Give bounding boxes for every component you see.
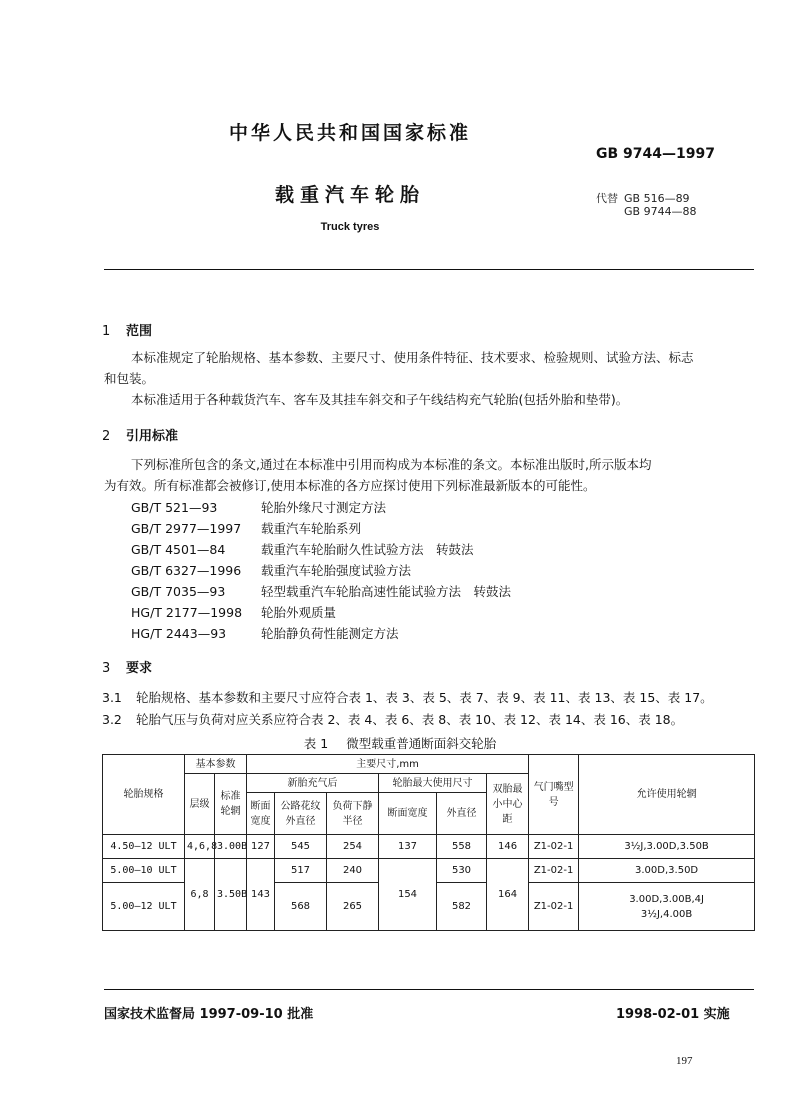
cell-ply: 6,8 (185, 859, 215, 931)
cell-dia: 545 (275, 835, 327, 859)
cell-radius: 254 (327, 835, 379, 859)
header-ply: 层级 (185, 774, 215, 835)
section-1-paragraph-1: 本标准规定了轮胎规格、基本参数、主要尺寸、使用条件特征、技术要求、检验规则、试验方法、标志 (131, 350, 694, 365)
section-1-paragraph-1-cont: 和包装。 (104, 371, 155, 386)
cell-valve: Z1-02-1 (529, 835, 579, 859)
header-spec: 轮胎规格 (103, 755, 185, 835)
cell-radius: 240 (327, 859, 379, 883)
header-basic: 基本参数 (185, 755, 247, 774)
reference-item (131, 624, 399, 642)
table-number: 表 1 (303, 736, 329, 751)
section-2-paragraph-1: 下列标准所包含的条文,通过在本标准中引用而构成为本标准的条文。本标准出版时,所示版本均 (131, 457, 652, 472)
allowed-rim-line: 3.00D,3.00B,4J (629, 893, 704, 905)
replaced-standard: GB 9744—88 (624, 205, 697, 218)
document-title: 载重汽车轮胎 (274, 184, 425, 206)
header-dual: 双胎最小中心距 (487, 774, 529, 835)
reference-code: HG/T 2443—93 (131, 626, 227, 641)
replaces-block (596, 192, 697, 218)
clause-text: 轮胎气压与负荷对应关系应符合表 2、表 4、表 6、表 8、表 10、表 12、表 14、表 16、表 18。 (136, 712, 684, 727)
reference-item (131, 561, 411, 579)
cell-ply: 4,6,8 (185, 835, 215, 859)
header-max-use: 轮胎最大使用尺寸 (379, 774, 487, 793)
cell-valve: Z1-02-1 (529, 859, 579, 883)
table-row (103, 835, 755, 859)
reference-title: 载重汽车轮胎耐久性试验方法 转鼓法 (261, 542, 474, 557)
standard-code: GB 9744—1997 (596, 146, 715, 162)
cell-allowed-rim (579, 883, 755, 931)
header-allowed-rim: 允许使用轮辋 (579, 755, 755, 835)
header-max-section-width: 断面宽度 (379, 793, 437, 835)
reference-title: 轮胎外观质量 (261, 605, 337, 620)
reference-code: HG/T 2177—1998 (131, 605, 243, 620)
reference-code: GB/T 6327—1996 (131, 563, 242, 578)
cell-rim: 3.00B (215, 835, 247, 859)
reference-code: GB/T 521—93 (131, 500, 218, 515)
header-max-outer-dia: 外直径 (437, 793, 487, 835)
reference-code: GB/T 4501—84 (131, 542, 226, 557)
clause-text: 轮胎规格、基本参数和主要尺寸应符合表 1、表 3、表 5、表 7、表 9、表 11、表 13、表 15、表 17。 (136, 690, 713, 705)
section-1-heading (102, 320, 152, 339)
header-static-radius: 负荷下静半径 (327, 793, 379, 835)
table-row (103, 859, 755, 883)
effective-date: 1998-02-01 实施 (616, 1007, 730, 1022)
section-2-heading (102, 425, 178, 444)
cell-dual: 164 (487, 859, 529, 931)
reference-code: GB/T 2977—1997 (131, 521, 242, 536)
cell-max-width: 154 (379, 859, 437, 931)
allowed-rim-line: 3½J,4.00B (640, 908, 693, 920)
cell-spec: 4.50—12 ULT (103, 835, 185, 859)
header-outer-dia-highway: 公路花纹外直径 (275, 793, 327, 835)
section-1-paragraph-2: 本标准适用于各种载货汽车、客车及其挂车斜交和子午线结构充气轮胎(包括外胎和垫带)。 (131, 392, 629, 407)
reference-item (131, 582, 511, 600)
reference-title: 载重汽车轮胎强度试验方法 (261, 563, 412, 578)
english-title: Truck tyres (320, 221, 380, 233)
cell-allowed-rim: 3½J,3.00D,3.50B (579, 835, 755, 859)
header-new-inflated: 新胎充气后 (247, 774, 379, 793)
cell-dia: 568 (275, 883, 327, 931)
table-title: 微型载重普通断面斜交轮胎 (346, 736, 497, 751)
cell-radius: 265 (327, 883, 379, 931)
requirement-item (102, 710, 683, 728)
section-title: 要求 (126, 661, 153, 676)
cell-dia: 517 (275, 859, 327, 883)
reference-title: 轻型载重汽车轮胎高速性能试验方法 转鼓法 (261, 584, 512, 599)
section-title: 引用标准 (126, 429, 179, 444)
section-number: 1 (102, 324, 111, 339)
cell-valve: Z1-02-1 (529, 883, 579, 931)
cell-rim: 3.50B (215, 859, 247, 931)
section-number: 2 (102, 429, 111, 444)
replaces-label: 代替 (596, 192, 618, 205)
header-std-rim: 标准轮辋 (215, 774, 247, 835)
reference-title: 载重汽车轮胎系列 (261, 521, 362, 536)
cell-max-dia: 530 (437, 859, 487, 883)
footer-rule (104, 989, 754, 990)
header-section-width: 断面宽度 (247, 793, 275, 835)
section-title: 范围 (126, 324, 153, 339)
reference-item (131, 540, 474, 558)
cell-dual: 146 (487, 835, 529, 859)
cell-allowed-rim: 3.00D,3.50D (579, 859, 755, 883)
reference-item (131, 603, 336, 621)
standard-title: 中华人民共和国国家标准 (228, 122, 471, 144)
clause-number: 3.2 (102, 712, 122, 727)
section-number: 3 (102, 661, 111, 676)
reference-item (131, 498, 386, 516)
cell-max-dia: 558 (437, 835, 487, 859)
reference-code: GB/T 7035—93 (131, 584, 226, 599)
header-main-dims: 主要尺寸,mm (247, 755, 529, 774)
cell-max-width: 137 (379, 835, 437, 859)
table-caption (0, 734, 800, 752)
requirement-item (102, 688, 713, 706)
header-valve: 气门嘴型号 (529, 755, 579, 835)
reference-title: 轮胎外缘尺寸测定方法 (261, 500, 387, 515)
section-3-heading (102, 657, 152, 676)
approval-info: 国家技术监督局 1997-09-10 批准 (104, 1007, 314, 1022)
cell-max-dia: 582 (437, 883, 487, 931)
cell-spec: 5.00—10 ULT (103, 859, 185, 883)
clause-number: 3.1 (102, 690, 122, 705)
cell-width: 127 (247, 835, 275, 859)
header-rule (104, 269, 754, 270)
section-2-paragraph-1-cont: 为有效。所有标准都会被修订,使用本标准的各方应探讨使用下列标准最新版本的可能性。 (104, 478, 596, 493)
reference-title: 轮胎静负荷性能测定方法 (261, 626, 399, 641)
replaced-standard: GB 516—89 (624, 192, 690, 205)
page-number: 197 (676, 1055, 693, 1067)
cell-width: 143 (247, 859, 275, 931)
cell-spec: 5.00—12 ULT (103, 883, 185, 931)
tyre-spec-table (102, 754, 755, 931)
reference-item (131, 519, 361, 537)
